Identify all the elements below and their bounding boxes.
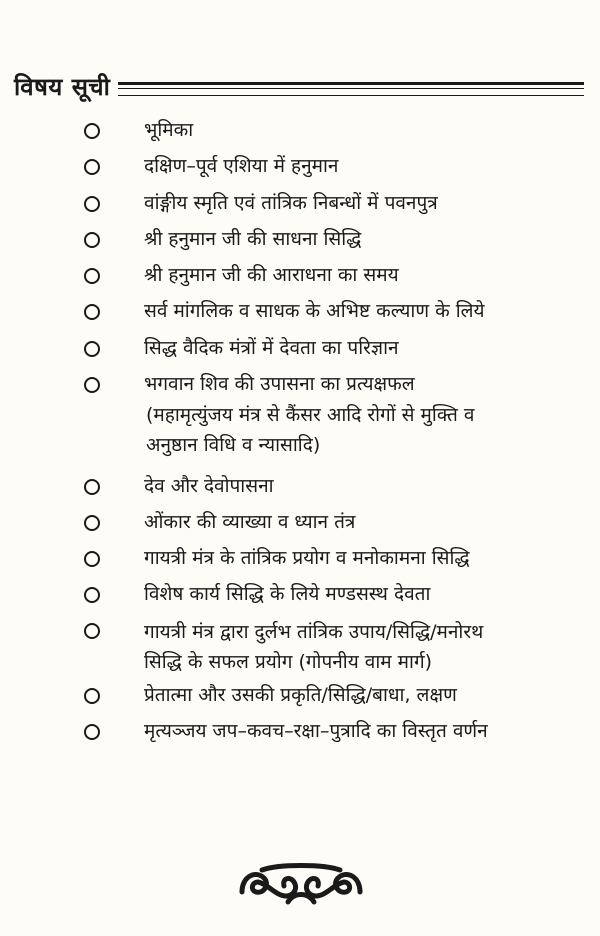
toc-entry xyxy=(84,581,594,608)
toc-entry-line: गायत्री मंत्र द्वारा दुर्लभ तांत्रिक उपाय/सिद्धि/मनोरथ xyxy=(144,621,484,643)
circle-bullet-icon xyxy=(84,587,100,603)
toc-entry-title: प्रेतात्मा और उसकी प्रकृति/सिद्धि/बाधा, लक्षण xyxy=(144,684,457,706)
toc-entry-title: श्री हनुमान जी की आराधना का समय xyxy=(144,264,399,286)
heading-double-rule xyxy=(118,82,584,96)
toc-entry-line: सिद्धि के सफल प्रयोग (गोपनीय वाम मार्ग) xyxy=(144,651,433,673)
circle-bullet-icon xyxy=(84,551,100,567)
toc-entry xyxy=(84,371,594,398)
toc-entry xyxy=(84,473,594,500)
circle-bullet-icon xyxy=(84,232,100,248)
toc-entry-title: विशेष कार्य सिद्धि के लिये मण्डसस्थ देवता xyxy=(144,583,431,605)
circle-bullet-icon xyxy=(84,159,100,175)
contents-heading-row xyxy=(14,66,584,106)
toc-entry xyxy=(84,262,594,289)
toc-entry-title xyxy=(144,617,483,677)
toc-entry-title: गायत्री मंत्र के तांत्रिक प्रयोग व मनोकामना सिद्धि xyxy=(144,547,470,569)
toc-entry-title: श्री हनुमान जी की साधना सिद्धि xyxy=(144,228,362,250)
circle-bullet-icon xyxy=(84,377,100,393)
toc-entry-title: देव और देवोपासना xyxy=(144,475,274,497)
toc-entry-title: सिद्ध वैदिक मंत्रों में देवता का परिज्ञान xyxy=(144,337,399,359)
toc-entry xyxy=(84,226,594,253)
toc-entry xyxy=(84,617,594,677)
toc-note-line: (महामृत्युंजय मंत्र से कैंसर आदि रोगों से मुक्ति व xyxy=(146,404,475,426)
toc-entry-title: दक्षिण–पूर्व एशिया में हनुमान xyxy=(144,155,339,177)
circle-bullet-icon xyxy=(84,123,100,139)
toc-entry xyxy=(84,509,594,536)
toc-entry-title: भगवान शिव की उपासना का प्रत्यक्षफल xyxy=(144,373,415,395)
toc-entry xyxy=(84,190,594,217)
toc-entry-title: मृत्यञ्जय जप–कवच–रक्षा–पुत्रादि का विस्तृत वर्णन xyxy=(144,720,488,742)
toc-entry xyxy=(84,545,594,572)
toc-entry-title: वांङ्गीय स्मृति एवं तांत्रिक निबन्धों में पवनपुत्र xyxy=(144,192,438,214)
circle-bullet-icon xyxy=(84,479,100,495)
toc-entry-title: भूमिका xyxy=(144,119,194,141)
toc-entry-title: सर्व मांगलिक व साधक के अभिष्ट कल्याण के लिये xyxy=(144,300,485,322)
toc-entry xyxy=(84,153,594,180)
toc-entry xyxy=(84,298,594,325)
circle-bullet-icon xyxy=(84,268,100,284)
toc-entry xyxy=(84,335,594,362)
circle-bullet-icon xyxy=(84,688,100,704)
toc-entry-title: ओंकार की व्याख्या व ध्यान तंत्र xyxy=(144,511,356,533)
circle-bullet-icon xyxy=(84,196,100,212)
circle-bullet-icon xyxy=(84,341,100,357)
toc-entry xyxy=(84,682,594,709)
circle-bullet-icon xyxy=(84,515,100,531)
circle-bullet-icon xyxy=(84,623,100,639)
page-title: विषय सूची xyxy=(14,72,111,101)
decorative-ornament-icon xyxy=(238,862,364,908)
toc-entry-note xyxy=(146,400,591,460)
toc-entry xyxy=(84,117,594,144)
toc-note-line: अनुष्ठान विधि व न्यासादि) xyxy=(146,434,321,456)
circle-bullet-icon xyxy=(84,724,100,740)
circle-bullet-icon xyxy=(84,304,100,320)
toc-entry xyxy=(84,718,594,745)
